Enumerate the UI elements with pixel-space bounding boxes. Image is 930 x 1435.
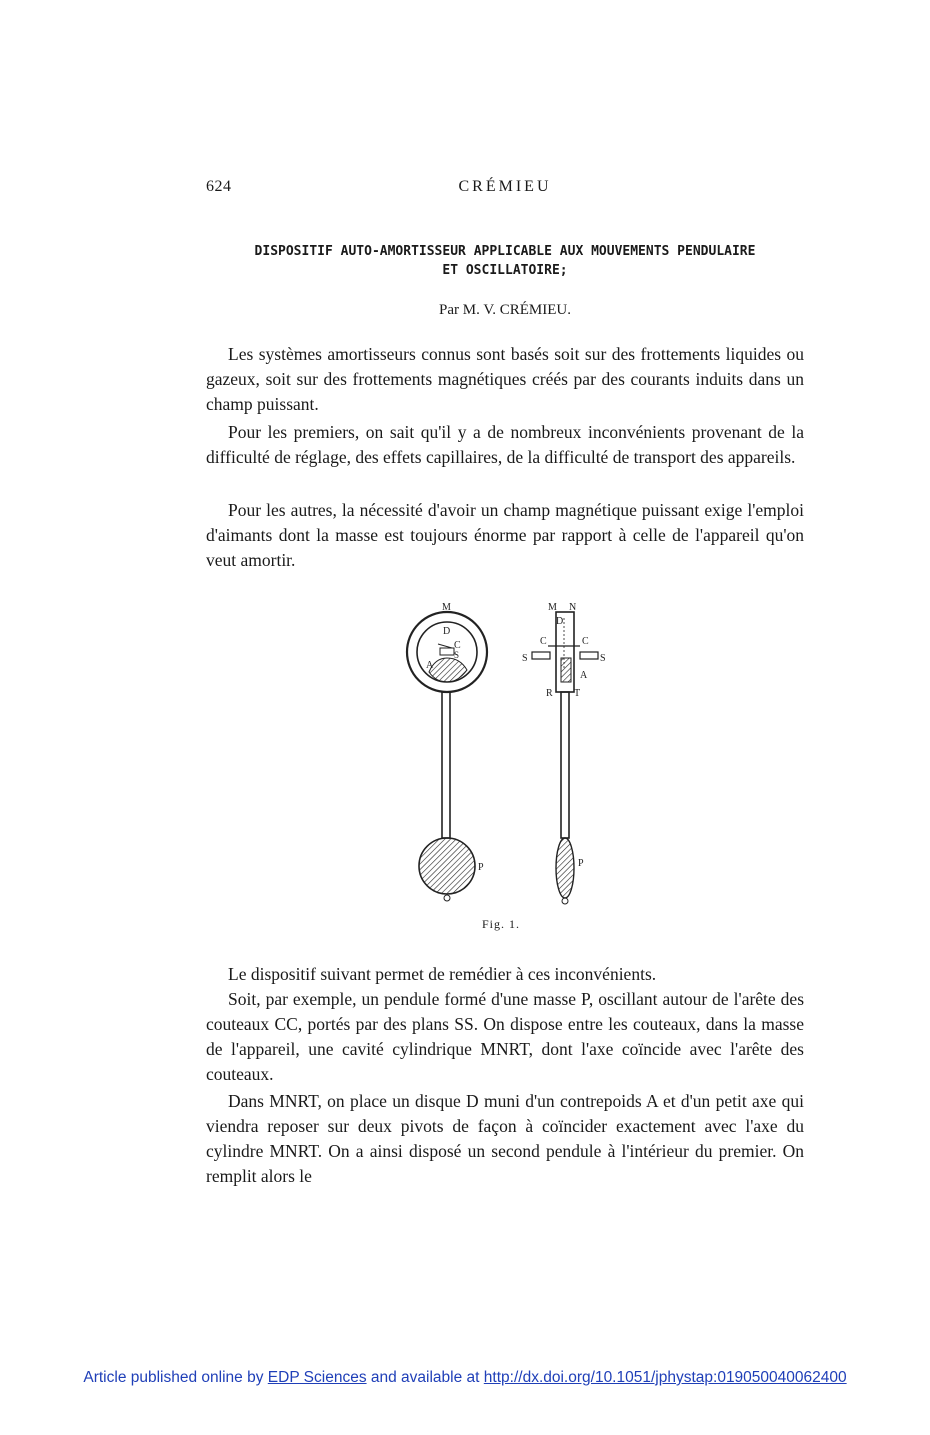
paragraph-1: Les systèmes amortisseurs connus sont basés soit sur des frottements liquides ou gazeux, soit sur des frottements magnétiques créés par des courants induits dans un champ puissant. xyxy=(206,344,804,414)
label-t: T xyxy=(574,688,581,699)
running-head-author: CRÉMIEU xyxy=(458,178,552,195)
label-m-right: M xyxy=(548,602,557,613)
label-r: R xyxy=(546,688,553,699)
side-plane-s-right xyxy=(580,652,598,659)
article-title-line-2: ET OSCILLATOIRE; xyxy=(442,263,568,278)
article-title xyxy=(206,242,804,280)
side-counterweight xyxy=(561,658,571,682)
paragraph-5: Soit, par exemple, un pendule formé d'une masse P, oscillant autour de l'arête des couteaux CC, portés par des plans SS. On dispose entre les couteaux, dans la masse de l'appareil, une cavité cylindrique MNRT, dont l'axe coïncide avec l'arête des couteaux. xyxy=(206,989,804,1084)
edp-sciences-link[interactable]: EDP Sciences xyxy=(267,1369,367,1386)
paragraph-4: Le dispositif suivant permet de remédier à ces inconvénients. xyxy=(228,964,657,984)
label-s2: S xyxy=(600,653,606,664)
label-a-right: A xyxy=(580,670,588,681)
pendulum-figure xyxy=(380,598,640,908)
label-a-left: A xyxy=(426,660,434,671)
label-s1: S xyxy=(522,653,528,664)
side-view-pendulum xyxy=(522,602,606,904)
front-rod xyxy=(442,692,450,838)
paragraph-2: Pour les premiers, on sait qu'il y a de nombreux inconvénients provenant de la difficulté de réglage, des effets capillaires, de la difficulté de transport des appareils. xyxy=(206,422,804,467)
label-n-right: N xyxy=(569,602,577,613)
label-d-left: D xyxy=(443,626,451,637)
front-mass-p xyxy=(419,838,475,894)
label-m-left: M xyxy=(442,602,451,613)
label-p-right: P xyxy=(578,858,584,869)
figure-caption: Fig. 1. xyxy=(482,917,521,931)
label-p-left: P xyxy=(478,862,484,873)
front-knife-block xyxy=(440,648,454,655)
front-view-pendulum xyxy=(407,602,487,901)
publication-footer xyxy=(0,1369,930,1387)
paragraph-6: Dans MNRT, on place un disque D muni d'un contrepoids A et d'un petit axe qui viendra reposer sur deux pivots de façon à coïncider exactement avec l'axe du cylindre MNRT. On a ainsi disposé un second pendule à l'intérieur du premier. On remplit alors le xyxy=(206,1091,804,1186)
byline: Par M. V. CRÉMIEU. xyxy=(439,302,571,318)
doi-link[interactable]: http://dx.doi.org/10.1051/jphystap:019050040062400 xyxy=(483,1369,847,1386)
page-number: 624 xyxy=(206,178,232,195)
label-d-right: D xyxy=(556,616,564,627)
side-mass-p xyxy=(556,838,574,898)
article-title-line-1: DISPOSITIF AUTO-AMORTISSEUR APPLICABLE AUX MOUVEMENTS PENDULAIRE xyxy=(254,244,756,259)
footer-prefix: Article published online by xyxy=(83,1369,264,1386)
side-rod xyxy=(561,692,569,838)
label-c-left: C xyxy=(454,640,461,651)
footer-middle: and available at xyxy=(370,1369,480,1386)
label-c2: C xyxy=(582,636,589,647)
label-s-left: S xyxy=(454,650,460,660)
label-c1: C xyxy=(540,636,547,647)
paragraph-3: Pour les autres, la nécessité d'avoir un champ magnétique puissant exige l'emploi d'aimants dont la masse est toujours énorme par rapport à celle de l'appareil qu'on veut amortir. xyxy=(206,500,804,570)
side-plane-s-left xyxy=(532,652,550,659)
